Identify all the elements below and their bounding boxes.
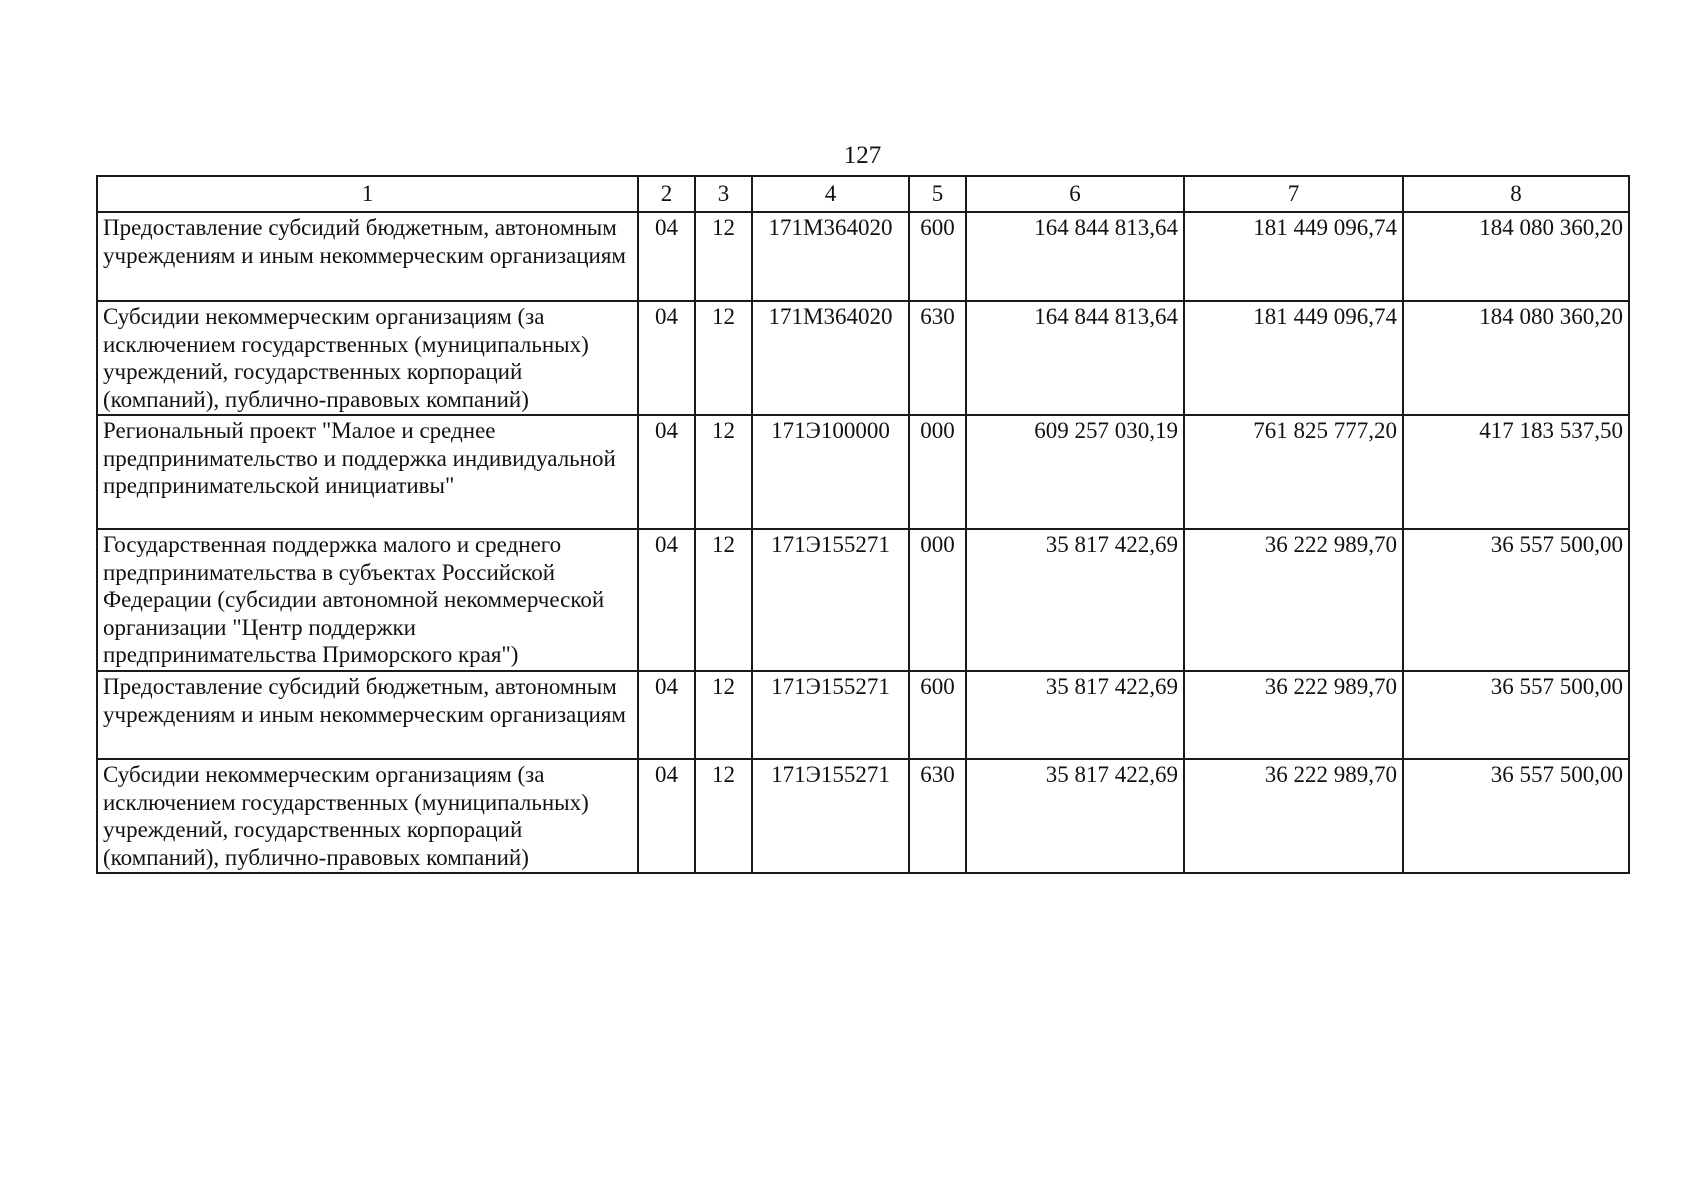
expense-type-code: 600 bbox=[909, 671, 966, 759]
column-header-6: 6 bbox=[966, 176, 1184, 212]
table-row bbox=[97, 759, 1629, 873]
column-header-5: 5 bbox=[909, 176, 966, 212]
subsection-code: 12 bbox=[695, 212, 752, 301]
section-code: 04 bbox=[638, 301, 695, 415]
page-number: 127 bbox=[843, 142, 882, 169]
table-row bbox=[97, 529, 1629, 671]
table-row bbox=[97, 415, 1629, 529]
amount-col-6: 35 817 422,69 bbox=[966, 529, 1184, 671]
subsection-code: 12 bbox=[695, 671, 752, 759]
section-code: 04 bbox=[638, 671, 695, 759]
subsection-code: 12 bbox=[695, 301, 752, 415]
column-header-3: 3 bbox=[695, 176, 752, 212]
amount-col-6: 35 817 422,69 bbox=[966, 671, 1184, 759]
section-code: 04 bbox=[638, 212, 695, 301]
header-row bbox=[97, 176, 1629, 212]
item-name: Предоставление субсидий бюджетным, автономным учреждениям и иным некоммерческим организациям bbox=[97, 671, 638, 759]
subsection-code: 12 bbox=[695, 529, 752, 671]
amount-col-7: 36 222 989,70 bbox=[1184, 529, 1403, 671]
amount-col-6: 35 817 422,69 bbox=[966, 759, 1184, 873]
item-name: Субсидии некоммерческим организациям (за исключением государственных (муниципальных) учреждений, государственных корпораций (компаний), публично-правовых компаний) bbox=[97, 301, 638, 415]
budget-table bbox=[96, 175, 1630, 874]
amount-col-8: 417 183 537,50 bbox=[1403, 415, 1629, 529]
amount-col-6: 164 844 813,64 bbox=[966, 212, 1184, 301]
item-name: Предоставление субсидий бюджетным, автономным учреждениям и иным некоммерческим организациям bbox=[97, 212, 638, 301]
item-name: Государственная поддержка малого и среднего предпринимательства в субъектах Российской Федерации (субсидии автономной некоммерческой организации "Центр поддержки предпринимательства Приморского края") bbox=[97, 529, 638, 671]
target-article-code: 171Э155271 bbox=[752, 759, 909, 873]
amount-col-8: 184 080 360,20 bbox=[1403, 301, 1629, 415]
amount-col-6: 164 844 813,64 bbox=[966, 301, 1184, 415]
subsection-code: 12 bbox=[695, 415, 752, 529]
subsection-code: 12 bbox=[695, 759, 752, 873]
expense-type-code: 000 bbox=[909, 415, 966, 529]
expense-type-code: 630 bbox=[909, 301, 966, 415]
target-article-code: 171Э100000 bbox=[752, 415, 909, 529]
item-name: Региональный проект "Малое и среднее предпринимательство и поддержка индивидуальной предпринимательской инициативы" bbox=[97, 415, 638, 529]
amount-col-8: 36 557 500,00 bbox=[1403, 759, 1629, 873]
column-header-7: 7 bbox=[1184, 176, 1403, 212]
amount-col-7: 181 449 096,74 bbox=[1184, 301, 1403, 415]
table-row bbox=[97, 212, 1629, 301]
target-article-code: 171M364020 bbox=[752, 301, 909, 415]
column-header-4: 4 bbox=[752, 176, 909, 212]
expense-type-code: 000 bbox=[909, 529, 966, 671]
amount-col-7: 761 825 777,20 bbox=[1184, 415, 1403, 529]
item-name: Субсидии некоммерческим организациям (за исключением государственных (муниципальных) учреждений, государственных корпораций (компаний), публично-правовых компаний) bbox=[97, 759, 638, 873]
amount-col-8: 184 080 360,20 bbox=[1403, 212, 1629, 301]
target-article-code: 171Э155271 bbox=[752, 529, 909, 671]
amount-col-7: 36 222 989,70 bbox=[1184, 759, 1403, 873]
table-row bbox=[97, 301, 1629, 415]
amount-col-7: 181 449 096,74 bbox=[1184, 212, 1403, 301]
amount-col-6: 609 257 030,19 bbox=[966, 415, 1184, 529]
amount-col-7: 36 222 989,70 bbox=[1184, 671, 1403, 759]
section-code: 04 bbox=[638, 759, 695, 873]
amount-col-8: 36 557 500,00 bbox=[1403, 529, 1629, 671]
expense-type-code: 600 bbox=[909, 212, 966, 301]
target-article-code: 171M364020 bbox=[752, 212, 909, 301]
table-row bbox=[97, 671, 1629, 759]
column-header-1: 1 bbox=[97, 176, 638, 212]
column-header-8: 8 bbox=[1403, 176, 1629, 212]
target-article-code: 171Э155271 bbox=[752, 671, 909, 759]
section-code: 04 bbox=[638, 415, 695, 529]
column-header-2: 2 bbox=[638, 176, 695, 212]
amount-col-8: 36 557 500,00 bbox=[1403, 671, 1629, 759]
expense-type-code: 630 bbox=[909, 759, 966, 873]
section-code: 04 bbox=[638, 529, 695, 671]
